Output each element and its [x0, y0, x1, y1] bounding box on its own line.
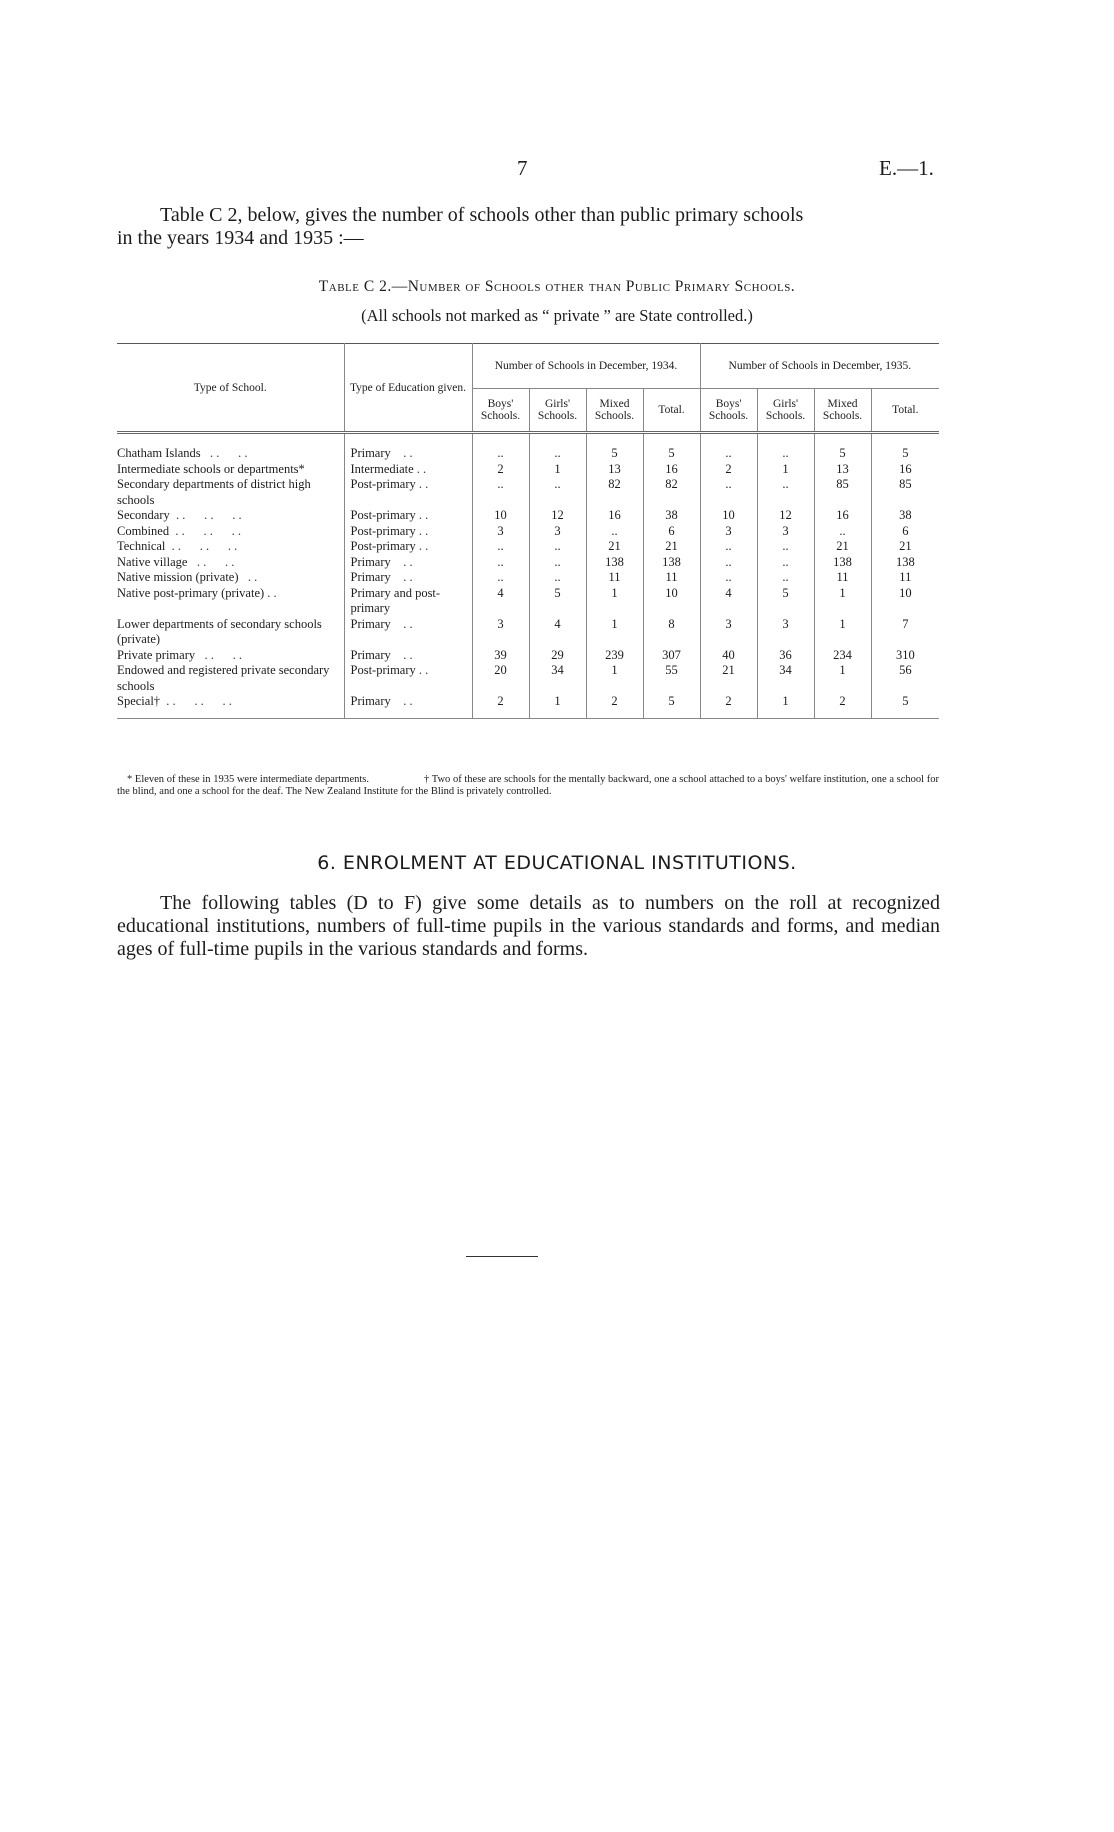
education-type-label: Primary — [350, 647, 391, 662]
table-row — [117, 508, 939, 524]
school-type-label: Endowed and registered private secondary schools — [117, 663, 330, 693]
school-type-label: Private primary — [117, 647, 196, 662]
table-row — [117, 524, 939, 540]
table-row — [117, 555, 939, 571]
school-type-label: Special† — [117, 694, 161, 708]
cell-type-of-school — [117, 539, 344, 555]
cell-value: 2 — [586, 694, 643, 718]
leader-dots: . . — [390, 616, 413, 631]
table-footnotes — [117, 774, 939, 798]
education-type-label: Primary — [350, 554, 391, 569]
cell-value: 7 — [902, 616, 909, 631]
cell-type-of-education — [344, 617, 472, 648]
cell-value: 2 — [472, 694, 529, 718]
leader-dots: . . . . — [187, 554, 235, 569]
header-type-of-school: Type of School. — [117, 344, 344, 433]
school-type-label: Secondary — [117, 508, 170, 522]
education-type-label: Primary — [350, 446, 391, 460]
school-type-label: Technical — [117, 539, 166, 553]
cell-value: 1 — [586, 586, 643, 617]
schools-table — [117, 343, 939, 719]
section-paragraph — [117, 892, 940, 961]
school-type-label: Native mission (private) — [117, 570, 239, 584]
education-type-label: Primary and post-primary — [350, 585, 441, 615]
cell-value: 310 — [895, 647, 915, 662]
cell-value: .. — [472, 570, 529, 586]
cell-value: 11 — [814, 570, 871, 586]
cell-value: .. — [529, 477, 586, 508]
cell-value: 3 — [757, 524, 814, 540]
leader-dots: . . — [390, 446, 413, 460]
cell-value: 5 — [529, 586, 586, 617]
cell-type-of-school — [117, 477, 344, 508]
cell-value: 13 — [586, 462, 643, 478]
cell-value: 85 — [814, 477, 871, 508]
cell-type-of-education — [344, 508, 472, 524]
cell-value: .. — [472, 539, 529, 555]
leader-dots: . . — [238, 570, 258, 584]
table-row — [117, 617, 939, 648]
cell-value: 36 — [757, 648, 814, 664]
cell-value: 3 — [700, 524, 757, 540]
cell-value: 1 — [586, 617, 643, 648]
education-type-label: Intermediate — [350, 461, 414, 476]
leader-dots: . . — [390, 694, 413, 708]
cell-value: .. — [757, 477, 814, 508]
cell-value: 4 — [700, 586, 757, 617]
document-reference: E.—1. — [879, 156, 934, 180]
header-girls-1935: Girls' Schools. — [757, 389, 814, 433]
cell-value: 5 — [643, 694, 700, 718]
table-row — [117, 433, 939, 462]
school-type-label: Native post-primary (private) — [117, 585, 265, 600]
leader-dots: . . — [415, 508, 429, 522]
leader-dots: . . — [415, 539, 429, 553]
table-row — [117, 648, 939, 664]
cell-value: 10 — [700, 508, 757, 524]
cell-value: 55 — [643, 663, 700, 694]
intro-paragraph — [117, 204, 940, 250]
cell-value: 1 — [586, 663, 643, 694]
cell-value: 239 — [586, 648, 643, 664]
table-title-text: Number of Schools other than Public Primary Schools. — [407, 278, 796, 295]
cell-value: 3 — [472, 524, 529, 540]
header-group-1935: Number of Schools in December, 1935. — [700, 344, 939, 389]
cell-value: 4 — [472, 586, 529, 617]
cell-value: 1 — [529, 694, 586, 718]
cell-value: 29 — [529, 648, 586, 664]
cell-value: 56 — [899, 663, 912, 677]
cell-type-of-education — [344, 433, 472, 462]
cell-value: 10 — [899, 585, 912, 600]
end-rule — [466, 1256, 538, 1257]
cell-value: 39 — [472, 648, 529, 664]
cell-type-of-education — [344, 462, 472, 478]
leader-dots: . . — [413, 461, 427, 476]
cell-value: 12 — [529, 508, 586, 524]
header-boys-1935: Boys' Schools. — [700, 389, 757, 433]
cell-value: 138 — [643, 555, 700, 571]
cell-value: 234 — [814, 648, 871, 664]
leader-dots: . . — [415, 523, 429, 538]
cell-type-of-school — [117, 508, 344, 524]
cell-value: .. — [700, 539, 757, 555]
footnote-dagger: † Two of these are schools for the mentally backward, one a school attached to a boys' welfare institution, one a school for the blind, and one a school for the deaf. The New Zealand Institute for the Blind is privately controlled. — [117, 774, 939, 797]
cell-type-of-education — [344, 663, 472, 694]
cell-value: 138 — [814, 555, 871, 571]
education-type-label: Primary — [350, 570, 391, 584]
cell-value: .. — [700, 555, 757, 571]
cell-type-of-education — [344, 539, 472, 555]
cell-type-of-school — [117, 586, 344, 617]
cell-value: 1 — [529, 462, 586, 478]
cell-type-of-school — [117, 524, 344, 540]
cell-value: 138 — [586, 555, 643, 571]
cell-type-of-school — [117, 648, 344, 664]
cell-value: 11 — [899, 570, 912, 584]
cell-value: 21 — [586, 539, 643, 555]
cell-value: 82 — [643, 477, 700, 508]
cell-value: .. — [529, 539, 586, 555]
cell-value: 11 — [643, 570, 700, 586]
cell-value: .. — [529, 555, 586, 571]
cell-value: 38 — [899, 508, 912, 522]
leader-dots: . . — [415, 663, 429, 677]
cell-value: 12 — [757, 508, 814, 524]
table-subtitle: (All schools not marked as “ private ” are State controlled.) — [361, 306, 753, 325]
table-title-prefix: Table C 2.— — [318, 278, 408, 295]
section-heading: 6. ENROLMENT AT EDUCATIONAL INSTITUTIONS. — [317, 852, 797, 874]
intro-line-1: Table C 2, below, gives the number of schools other than public primary schools — [160, 204, 804, 226]
cell-type-of-education — [344, 477, 472, 508]
cell-value: 16 — [899, 461, 912, 476]
leader-dots: . . . . — [200, 446, 248, 460]
cell-value: 2 — [472, 462, 529, 478]
table-row — [117, 586, 939, 617]
school-type-label: Secondary departments of district high schools — [117, 477, 311, 507]
cell-value: 5 — [757, 586, 814, 617]
cell-type-of-school — [117, 617, 344, 648]
cell-value: 5 — [586, 433, 643, 462]
cell-value: 20 — [472, 663, 529, 694]
cell-value: 5 — [643, 433, 700, 462]
cell-value: 3 — [472, 617, 529, 648]
school-type-label: Intermediate schools or departments* — [117, 461, 305, 476]
table-row — [117, 539, 939, 555]
header-total-1935: Total. — [871, 389, 939, 433]
table-row — [117, 663, 939, 694]
cell-value: 6 — [902, 523, 909, 538]
header-type-of-education: Type of Education given. — [344, 344, 472, 433]
cell-value: 5 — [814, 433, 871, 462]
cell-value: 5 — [902, 446, 909, 460]
cell-value: 38 — [643, 508, 700, 524]
cell-value: 13 — [814, 462, 871, 478]
intro-line-2: in the years 1934 and 1935 :— — [117, 227, 364, 249]
cell-value: .. — [586, 524, 643, 540]
table-row — [117, 694, 939, 718]
education-type-label: Post-primary — [350, 523, 416, 538]
cell-value: 10 — [472, 508, 529, 524]
leader-dots: . . — [390, 554, 413, 569]
cell-value: 6 — [643, 524, 700, 540]
cell-value: .. — [529, 570, 586, 586]
cell-value: 3 — [529, 524, 586, 540]
section-paragraph-text: The following tables (D to F) give some details as to numbers on the roll at recognized educational institutions, numbers of full-time pupils in the various standards and forms, and median ages of full-time pupils in the various standards and forms. — [117, 892, 940, 960]
cell-type-of-education — [344, 555, 472, 571]
table-row — [117, 570, 939, 586]
cell-value: 1 — [814, 586, 871, 617]
school-type-label: Combined — [117, 523, 170, 538]
school-type-label: Lower departments of secondary schools (private) — [117, 616, 322, 646]
cell-value: 1 — [814, 663, 871, 694]
cell-value: .. — [757, 539, 814, 555]
cell-value: .. — [757, 433, 814, 462]
table-row — [117, 462, 939, 478]
cell-value: 5 — [871, 694, 939, 718]
education-type-label: Post-primary — [350, 539, 416, 553]
header-girls-1934: Girls' Schools. — [529, 389, 586, 433]
leader-dots: . . . . . . — [160, 694, 232, 708]
header-mixed-1935: Mixed Schools. — [814, 389, 871, 433]
leader-dots: . . . . — [195, 647, 242, 662]
cell-value: .. — [529, 433, 586, 462]
page-number: 7 — [517, 156, 528, 180]
school-type-label: Chatham Islands — [117, 446, 201, 460]
cell-type-of-education — [344, 586, 472, 617]
cell-value: 138 — [895, 554, 915, 569]
header-mixed-1934: Mixed Schools. — [586, 389, 643, 433]
cell-type-of-school — [117, 694, 344, 718]
footnote-asterisk: * Eleven of these in 1935 were intermediate departments. — [127, 774, 369, 785]
header-total-1934: Total. — [643, 389, 700, 433]
cell-value: 4 — [529, 617, 586, 648]
cell-value: .. — [700, 477, 757, 508]
cell-value: .. — [472, 477, 529, 508]
cell-value: 16 — [814, 508, 871, 524]
cell-value: 11 — [586, 570, 643, 586]
cell-type-of-school — [117, 663, 344, 694]
education-type-label: Post-primary — [350, 477, 416, 491]
cell-value: 1 — [757, 694, 814, 718]
table-row — [117, 477, 939, 508]
cell-value: 3 — [700, 617, 757, 648]
cell-value: 3 — [757, 617, 814, 648]
cell-type-of-school — [117, 433, 344, 462]
leader-dots: . . . . . . — [169, 523, 241, 538]
cell-type-of-school — [117, 462, 344, 478]
cell-value: 1 — [757, 462, 814, 478]
cell-value: .. — [700, 433, 757, 462]
education-type-label: Primary — [350, 694, 391, 708]
cell-value: 21 — [700, 663, 757, 694]
cell-value: 2 — [814, 694, 871, 718]
leader-dots: . . — [415, 477, 429, 491]
leader-dots: . . — [390, 647, 413, 662]
cell-type-of-school — [117, 570, 344, 586]
cell-value: 1 — [814, 617, 871, 648]
education-type-label: Post-primary — [350, 508, 416, 522]
cell-value: 21 — [899, 539, 912, 553]
cell-value: 2 — [700, 694, 757, 718]
table-title — [0, 278, 1114, 296]
leader-dots: . . — [264, 585, 277, 600]
header-boys-1934: Boys' Schools. — [472, 389, 529, 433]
cell-value: .. — [472, 555, 529, 571]
cell-value: 21 — [814, 539, 871, 555]
cell-value: .. — [757, 555, 814, 571]
table-body — [117, 433, 939, 719]
education-type-label: Post-primary — [350, 663, 416, 677]
leader-dots: . . . . . . — [165, 539, 238, 553]
cell-value: 85 — [899, 477, 912, 491]
cell-type-of-education — [344, 648, 472, 664]
cell-value: 34 — [757, 663, 814, 694]
cell-value: 307 — [643, 648, 700, 664]
leader-dots: . . . . . . — [169, 508, 242, 522]
cell-value: 40 — [700, 648, 757, 664]
cell-value: .. — [814, 524, 871, 540]
cell-value: 21 — [643, 539, 700, 555]
header-group-1934: Number of Schools in December, 1934. — [472, 344, 700, 389]
cell-value: 8 — [643, 617, 700, 648]
school-type-label: Native village — [117, 554, 188, 569]
cell-value: 16 — [643, 462, 700, 478]
cell-type-of-education — [344, 694, 472, 718]
cell-value: 16 — [586, 508, 643, 524]
cell-value: 10 — [643, 586, 700, 617]
cell-value: .. — [472, 433, 529, 462]
cell-value: .. — [700, 570, 757, 586]
education-type-label: Primary — [350, 616, 391, 631]
cell-type-of-education — [344, 570, 472, 586]
cell-value: 2 — [700, 462, 757, 478]
cell-value: 82 — [586, 477, 643, 508]
cell-value: 34 — [529, 663, 586, 694]
cell-value: .. — [757, 570, 814, 586]
cell-type-of-school — [117, 555, 344, 571]
cell-type-of-education — [344, 524, 472, 540]
leader-dots: . . — [390, 570, 413, 584]
